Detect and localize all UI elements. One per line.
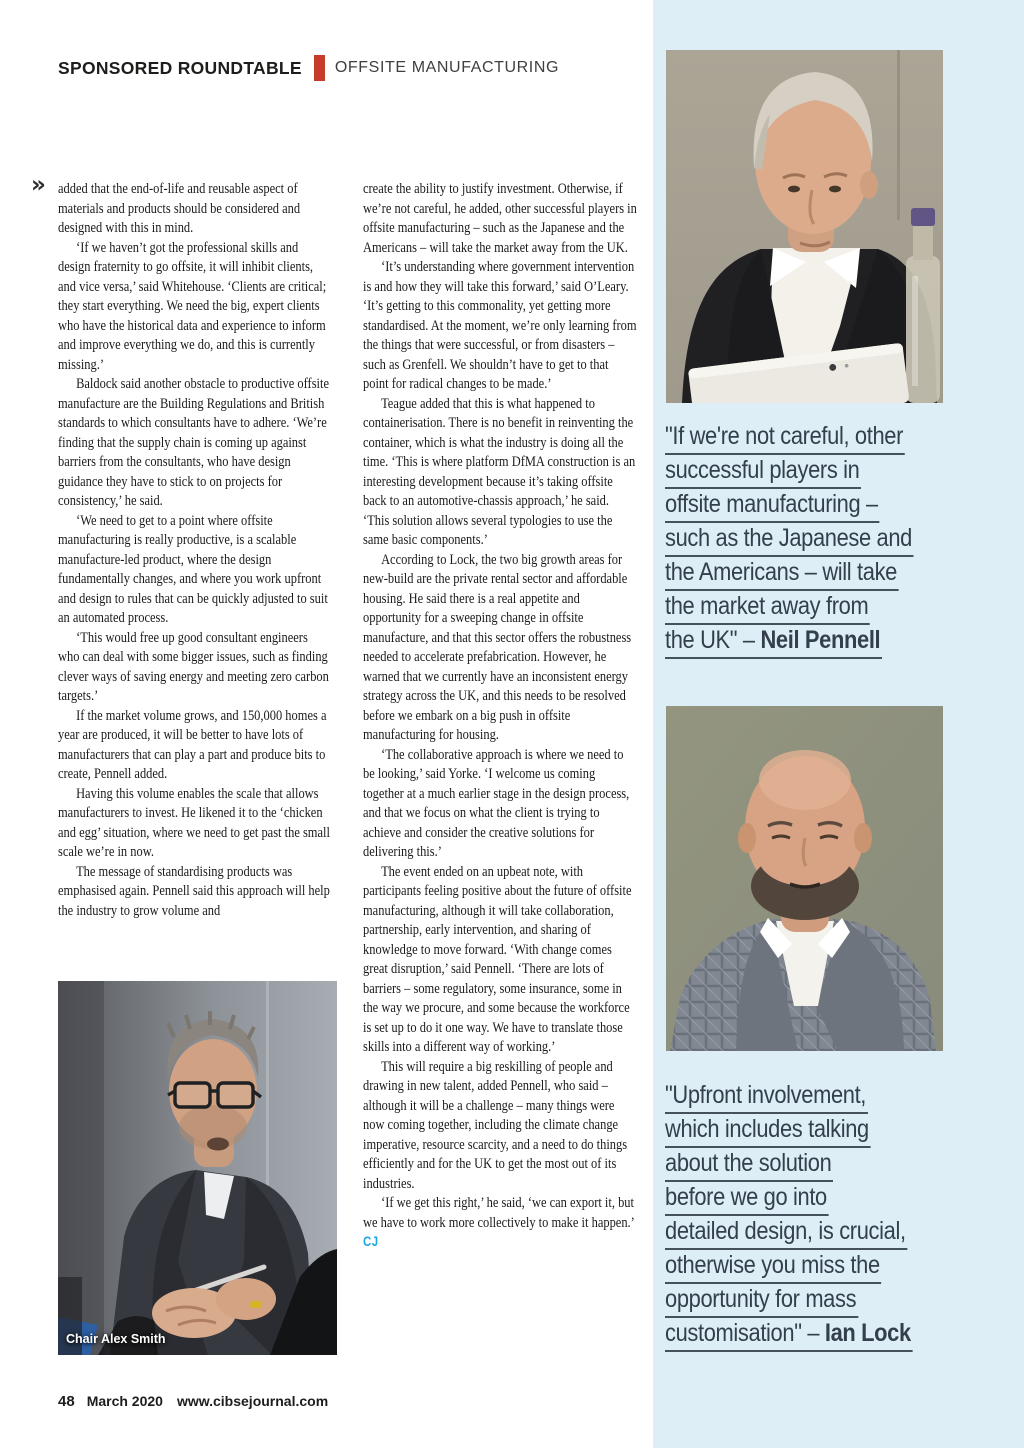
quote-line: opportunity for mass [665,1287,858,1318]
issue-date: March 2020 [86,1393,163,1409]
closing-sentence: ‘If we get this right,’ he said, ‘we can export it, but we have to work more collectively to make it happen.’ [363,1194,634,1231]
portrait-photo-svg [666,50,943,403]
quote-line: the market away from [665,594,870,625]
body-paragraph: ‘This would free up good consultant engineers who can deal with some bigger issues, such as finding clever ways of saving energy and meeting zero carbon targets.’ [58,628,329,704]
header-kicker: SPONSORED ROUNDTABLE [58,57,302,78]
photo-chair-alex-smith [58,981,337,1355]
header-divider-bar [314,55,325,81]
end-mark: CJ [363,1233,379,1249]
pull-quote-1 [665,424,945,662]
quote-line: about the solution [665,1151,833,1182]
body-paragraph: ‘If we haven’t got the professional skills and design fraternity to go offsite, it will inhibit clients, and vice versa,’ said Whitehouse. ‘Clients are critical; they start everything. We need the big, expert clients who have the historical data and experience to inform and improve everything we do, and this is currently missing.’ [58,238,327,373]
body-paragraph: According to Lock, the two big growth areas for new-build are the private rental sector and affordable housing. He said there is a real appetite and opportunity for a sweeping change in offsite manufacture, and that this sector offers the robustness needed to accelerate prefabrication. However, he warned that we currently have an inconsistent energy strategy across the UK, and this needs to be resolved before we embark on a big push in offsite manufacturing for housing. [363,550,632,743]
body-paragraph: added that the end-of-life and reusable aspect of materials and products should be considered and designed with this in mind. [58,180,301,236]
quote-attribution: Ian Lock [824,1319,911,1347]
quote-line: otherwise you miss the [665,1253,882,1284]
quote-line: offsite manufacturing – [665,492,880,523]
body-paragraph [363,1193,637,1252]
quote-line: the UK" – Neil Pennell [665,628,882,659]
continuation-chevrons-icon: » [31,172,46,198]
page-footer [58,1393,328,1410]
body-column-left [58,179,332,920]
website-url: www.cibsejournal.com [176,1393,329,1409]
quote-line: "Upfront involvement, [665,1083,868,1114]
body-paragraph: Having this volume enables the scale that allows manufacturers to invest. He likened it to the ‘chicken and egg’ situation, where we need to get past the small scale we’re in now. [58,784,330,860]
quote-line: detailed design, is crucial, [665,1219,907,1250]
header-section-title: OFFSITE MANUFACTURING [334,59,560,76]
pull-quote-2 [665,1083,945,1355]
page-number: 48 [58,1393,75,1410]
body-paragraph: Teague added that this is what happened to containerisation. There is no benefit in reinventing the container, which is what the industry is doing all the time. ‘This is where platform DfMA construction is an interesting development because it’s taking offsite back to an automotive-chassis approach,’ he said. ‘This solution allows several typologies to use the same basic components.’ [363,394,636,548]
quote-line: before we go into [665,1185,829,1216]
body-paragraph: create the ability to justify investment. Otherwise, if we’re not careful, he added, other successful players in offsite manufacturing – such as the Japanese and the Americans – will take the market away from the UK. [363,180,637,256]
quote-line: successful players in [665,458,861,489]
body-paragraph: ‘We need to get to a point where offsite manufacturing is really productive, is a scalable manufacture-led product, where the design fundamentally changes, and where you work upfront and design to rules that can be quickly adjusted to suit an automated process. [58,511,328,626]
body-paragraph: Baldock said another obstacle to productive offsite manufacture are the Building Regulations and British standards to which consultants have to adhere. ‘We’re finding that the supply chain is coming up against barriers from the consultants, who have design guidance they have to stick to on projects for consistency,’ he said. [58,375,329,509]
quote-line: customisation" – Ian Lock [665,1321,913,1352]
quote-line: "If we're not careful, other [665,424,905,455]
body-column-right [363,179,637,1252]
portrait-photo-svg [58,981,337,1355]
body-paragraph: ‘The collaborative approach is where we need to be looking,’ said Yorke. ‘I welcome us coming together at a much earlier stage in the design process, and that we focus on what the client is trying to achieve and consider the creative solutions for delivering this.’ [363,745,630,860]
body-paragraph: ‘It’s understanding where government intervention is and how they will take this forward,’ said O’Leary. ‘It’s getting to this commonality, yet getting more standardised. At the moment, we’re only learning from the things that were successful, or from disasters – such as Grenfell. We shouldn’t have to get to that point for radical changes to be made.’ [363,258,637,392]
body-paragraph: This will require a big reskilling of people and drawing in new talent, added Pennell, who said – although it will be a challenge – many things were now coming together, including the climate change imperative, resource scarcity, and a need to do things efficiently and for the UK to get the most out of its industries. [363,1057,628,1192]
page-header [58,54,559,82]
photo-ian-lock [666,706,943,1051]
photo-neil-pennell [666,50,943,403]
quote-attribution: Neil Pennell [760,626,881,654]
portrait-photo-svg [666,706,943,1051]
body-paragraph: If the market volume grows, and 150,000 homes a year are produced, it will be better to have lots of manufacturers that can play a part and produce bits to create, Pennell added. [58,706,327,782]
photo-caption: Chair Alex Smith [66,1332,166,1346]
quote-line: which includes talking [665,1117,871,1148]
quote-line: such as the Japanese and [665,526,914,557]
body-paragraph: The message of standardising products was emphasised again. Pennell said this approach will help the industry to grow volume and [58,862,330,919]
body-paragraph: The event ended on an upbeat note, with participants feeling positive about the future of offsite manufacturing, although it will take collaboration, partnership, early intervention, and sharing of knowledge to move forward. ‘With change comes great disruption,’ said Pennell. ‘There are lots of barriers – some regulatory, some insurance, some in the way we procure, and some because the workforce is set up to do it one way. We have to translate those skills into a different way of working.’ [363,862,632,1055]
quote-line: the Americans – will take [665,560,899,591]
